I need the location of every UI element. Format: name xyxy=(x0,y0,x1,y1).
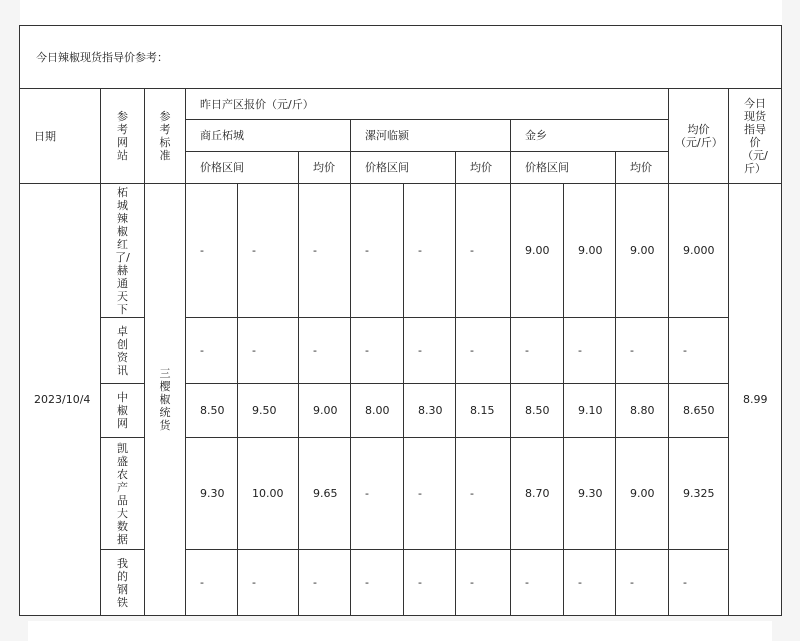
price-cell: 8.50 xyxy=(186,384,238,438)
header-site: 参考网站 xyxy=(101,89,145,184)
table-row xyxy=(20,184,782,318)
table-row xyxy=(20,438,782,550)
price-cell: - xyxy=(299,184,351,318)
price-cell: 9.00 xyxy=(511,184,564,318)
price-cell: - xyxy=(616,550,669,616)
price-cell: - xyxy=(404,550,456,616)
price-cell: - xyxy=(351,318,404,384)
header-date: 日期 xyxy=(20,89,101,184)
price-cell: - xyxy=(186,550,238,616)
site-cell: 柘城辣椒红了/赫通天下 xyxy=(101,184,145,318)
page-margin-left xyxy=(0,0,20,641)
price-cell: 8.80 xyxy=(616,384,669,438)
price-cell: - xyxy=(351,550,404,616)
price-cell: - xyxy=(456,550,511,616)
price-cell: 9.00 xyxy=(564,184,616,318)
title-row xyxy=(20,26,782,89)
avg-cell: - xyxy=(669,318,729,384)
price-cell: - xyxy=(404,438,456,550)
site-cell: 我的钢铁 xyxy=(101,550,145,616)
price-cell: 10.00 xyxy=(238,438,299,550)
site-cell: 卓创资讯 xyxy=(101,318,145,384)
header-row-1 xyxy=(20,89,782,120)
price-cell: - xyxy=(186,318,238,384)
price-cell: - xyxy=(299,550,351,616)
header-avg-1: 均价 xyxy=(299,152,351,184)
price-cell: 9.00 xyxy=(299,384,351,438)
price-cell: - xyxy=(456,438,511,550)
price-cell: - xyxy=(299,318,351,384)
guide-price-cell: 8.99 xyxy=(729,184,782,616)
header-avg-2: 均价 xyxy=(456,152,511,184)
price-cell: 8.30 xyxy=(404,384,456,438)
header-range-3: 价格区间 xyxy=(511,152,616,184)
price-cell: - xyxy=(404,184,456,318)
header-standard: 参考标准 xyxy=(145,89,186,184)
header-range-1: 价格区间 xyxy=(186,152,299,184)
price-cell: 9.00 xyxy=(616,438,669,550)
price-cell: 9.30 xyxy=(186,438,238,550)
price-cell: 8.00 xyxy=(351,384,404,438)
price-cell: - xyxy=(511,318,564,384)
header-avg-all: 均价（元/斤） xyxy=(669,89,729,184)
header-avg-3: 均价 xyxy=(616,152,669,184)
price-cell: 9.10 xyxy=(564,384,616,438)
table-row xyxy=(20,318,782,384)
site-cell: 中椒网 xyxy=(101,384,145,438)
price-cell: - xyxy=(564,318,616,384)
price-cell: - xyxy=(456,318,511,384)
header-region-shangqiu: 商丘柘城 xyxy=(186,120,351,152)
standard-cell: 三樱椒统货 xyxy=(145,184,186,616)
price-cell: - xyxy=(186,184,238,318)
site-cell: 凯盛农产品大数据 xyxy=(101,438,145,550)
price-cell: 8.50 xyxy=(511,384,564,438)
avg-cell: 9.325 xyxy=(669,438,729,550)
avg-cell: 9.000 xyxy=(669,184,729,318)
price-cell: - xyxy=(351,184,404,318)
price-table xyxy=(19,25,782,616)
price-cell: 8.70 xyxy=(511,438,564,550)
avg-cell: 8.650 xyxy=(669,384,729,438)
price-cell: - xyxy=(511,550,564,616)
table-title: 今日辣椒现货指导价参考： xyxy=(20,26,782,89)
header-region-jinxiang: 金乡 xyxy=(511,120,669,152)
price-cell: 9.50 xyxy=(238,384,299,438)
header-region-luohe: 漯河临颍 xyxy=(351,120,511,152)
avg-cell: - xyxy=(669,550,729,616)
price-cell: - xyxy=(564,550,616,616)
price-cell: 9.30 xyxy=(564,438,616,550)
header-range-2: 价格区间 xyxy=(351,152,456,184)
next-paper xyxy=(28,621,772,641)
price-cell: 9.65 xyxy=(299,438,351,550)
price-cell: - xyxy=(404,318,456,384)
price-cell: - xyxy=(456,184,511,318)
header-today-guide: 今日现货指导价（元/斤） xyxy=(729,89,782,184)
price-cell: - xyxy=(238,318,299,384)
price-cell: 8.15 xyxy=(456,384,511,438)
table-row xyxy=(20,384,782,438)
price-cell: - xyxy=(238,550,299,616)
price-cell: - xyxy=(238,184,299,318)
table-row xyxy=(20,550,782,616)
price-cell: 9.00 xyxy=(616,184,669,318)
price-cell: - xyxy=(616,318,669,384)
price-cell: - xyxy=(351,438,404,550)
page-margin-right xyxy=(782,0,800,641)
header-yesterday: 昨日产区报价（元/斤） xyxy=(186,89,669,120)
date-cell: 2023/10/4 xyxy=(20,184,101,616)
